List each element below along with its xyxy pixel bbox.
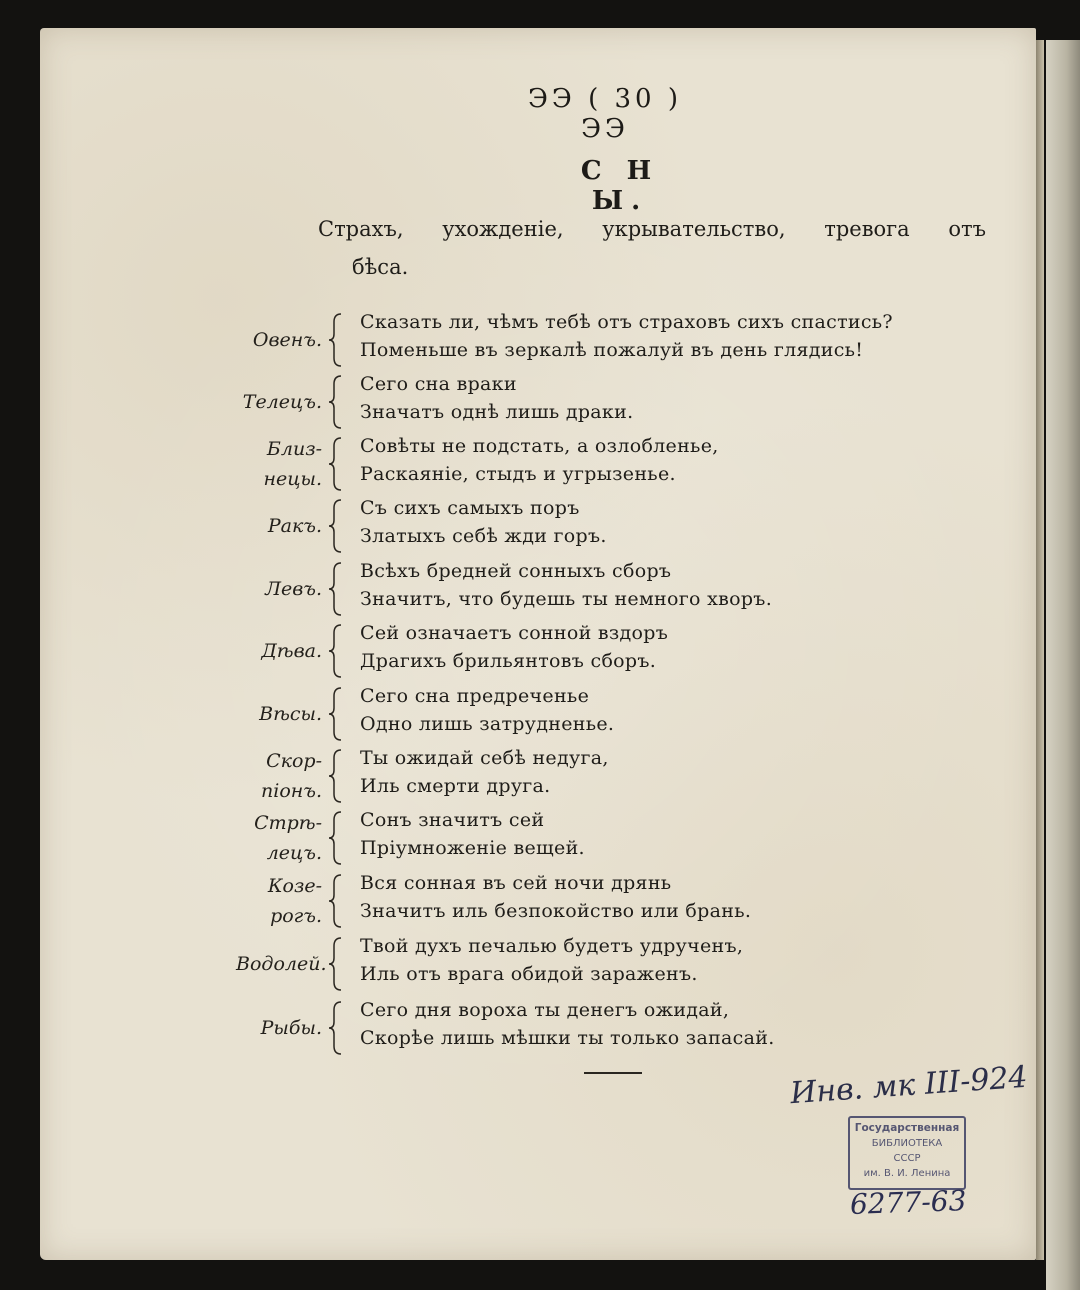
- verse-line: Сказать ли, чѣмъ тебѣ отъ страховъ сихъ спастись?: [360, 311, 893, 333]
- brace-icon: [326, 559, 346, 619]
- brace-icon: [326, 684, 346, 744]
- brace-icon: [326, 871, 346, 931]
- zodiac-sign: Близ- нецы.: [263, 438, 322, 490]
- verse-line: Сего дня вороха ты денегъ ожидай,: [360, 999, 730, 1021]
- verse-line: Значатъ однѣ лишь драки.: [360, 401, 634, 423]
- verse-line: Раскаяніе, стыдъ и угрызенье.: [360, 463, 676, 485]
- zodiac-sign: Скор- піонъ.: [261, 750, 322, 802]
- brace-icon: [326, 310, 346, 370]
- verse-line: Сонъ значитъ сей: [360, 809, 545, 831]
- verse-line: Пріумноженіе вещей.: [360, 837, 585, 859]
- verse-line: Вся сонная въ сей ночи дрянь: [360, 872, 672, 894]
- verse-line: Иль отъ врага обидой зараженъ.: [360, 963, 698, 985]
- brace-icon: [326, 621, 346, 681]
- zodiac-entry: [0, 496, 1000, 556]
- brace-icon: [326, 434, 346, 494]
- book-fore-edge: [1046, 40, 1080, 1290]
- zodiac-entry: [0, 871, 1000, 931]
- zodiac-sign: Водолей.: [236, 953, 327, 975]
- zodiac-sign: Левъ.: [265, 578, 322, 600]
- verse-line: Твой духъ печалью будетъ удрученъ,: [360, 935, 744, 957]
- verse-line: Совѣты не подстать, а озлобленье,: [360, 435, 719, 457]
- inventory-note: Инв. мк III-924: [789, 1059, 1029, 1112]
- page-edge-shadow: [1036, 40, 1044, 1260]
- brace-icon: [326, 998, 346, 1058]
- zodiac-entry: [0, 998, 1000, 1058]
- zodiac-sign: Овенъ.: [252, 329, 322, 351]
- brace-icon: [326, 808, 346, 868]
- zodiac-entry: [0, 684, 1000, 744]
- verse-line: Съ сихъ самыхъ поръ: [360, 497, 580, 519]
- verse-line: Поменьше въ зеркалѣ пожалуй въ день глядись!: [360, 339, 864, 361]
- zodiac-sign: Вѣсы.: [259, 703, 322, 725]
- verse-line: Златыхъ себѣ жди горъ.: [360, 525, 607, 547]
- brace-icon: [326, 496, 346, 556]
- brace-icon: [326, 934, 346, 994]
- zodiac-sign: Дѣва.: [261, 640, 322, 662]
- zodiac-entry: [0, 746, 1000, 806]
- verse-line: Сего сна враки: [360, 373, 517, 395]
- closing-rule: [584, 1072, 642, 1074]
- call-number: 6277-63: [849, 1183, 967, 1222]
- brace-icon: [326, 746, 346, 806]
- verse-line: Значитъ иль безпокойство или брань.: [360, 900, 752, 922]
- verse-line: Сей означаетъ сонной вздоръ: [360, 622, 669, 644]
- zodiac-entry: [0, 434, 1000, 494]
- running-head: ЭЭ ( 30 ) ЭЭ: [528, 84, 682, 144]
- zodiac-sign: Ракъ.: [267, 515, 322, 537]
- zodiac-entry: [0, 559, 1000, 619]
- zodiac-sign: Козе- рогъ.: [267, 875, 322, 927]
- verse-line: Ты ожидай себѣ недуга,: [360, 747, 609, 769]
- intro-line-1: Страхъ, ухожденіе, укрывательство, тревога отъ: [318, 217, 986, 241]
- zodiac-entry: [0, 310, 1000, 370]
- verse-line: Скорѣе лишь мѣшки ты только запасай.: [360, 1027, 775, 1049]
- zodiac-entry: [0, 372, 1000, 432]
- brace-icon: [326, 372, 346, 432]
- zodiac-sign: Телецъ.: [242, 391, 322, 413]
- zodiac-sign: Стрѣ- лецъ.: [254, 812, 322, 864]
- section-title: С Н Ы.: [580, 156, 660, 216]
- verse-line: Драгихъ брильянтовъ сборъ.: [360, 650, 657, 672]
- zodiac-entry: [0, 934, 1000, 994]
- intro-line-2: бѣса.: [352, 255, 409, 279]
- zodiac-entry: [0, 808, 1000, 868]
- verse-line: Иль смерти друга.: [360, 775, 551, 797]
- zodiac-sign: Рыбы.: [260, 1017, 322, 1039]
- verse-line: Одно лишь затрудненье.: [360, 713, 615, 735]
- verse-line: Всѣхъ бредней сонныхъ сборъ: [360, 560, 672, 582]
- library-stamp: Государственная БИБЛИОТЕКА СССР им. В. И. Ленина: [848, 1116, 966, 1190]
- zodiac-entry: [0, 621, 1000, 681]
- verse-line: Сего сна предреченье: [360, 685, 590, 707]
- verse-line: Значитъ, что будешь ты немного хворъ.: [360, 588, 773, 610]
